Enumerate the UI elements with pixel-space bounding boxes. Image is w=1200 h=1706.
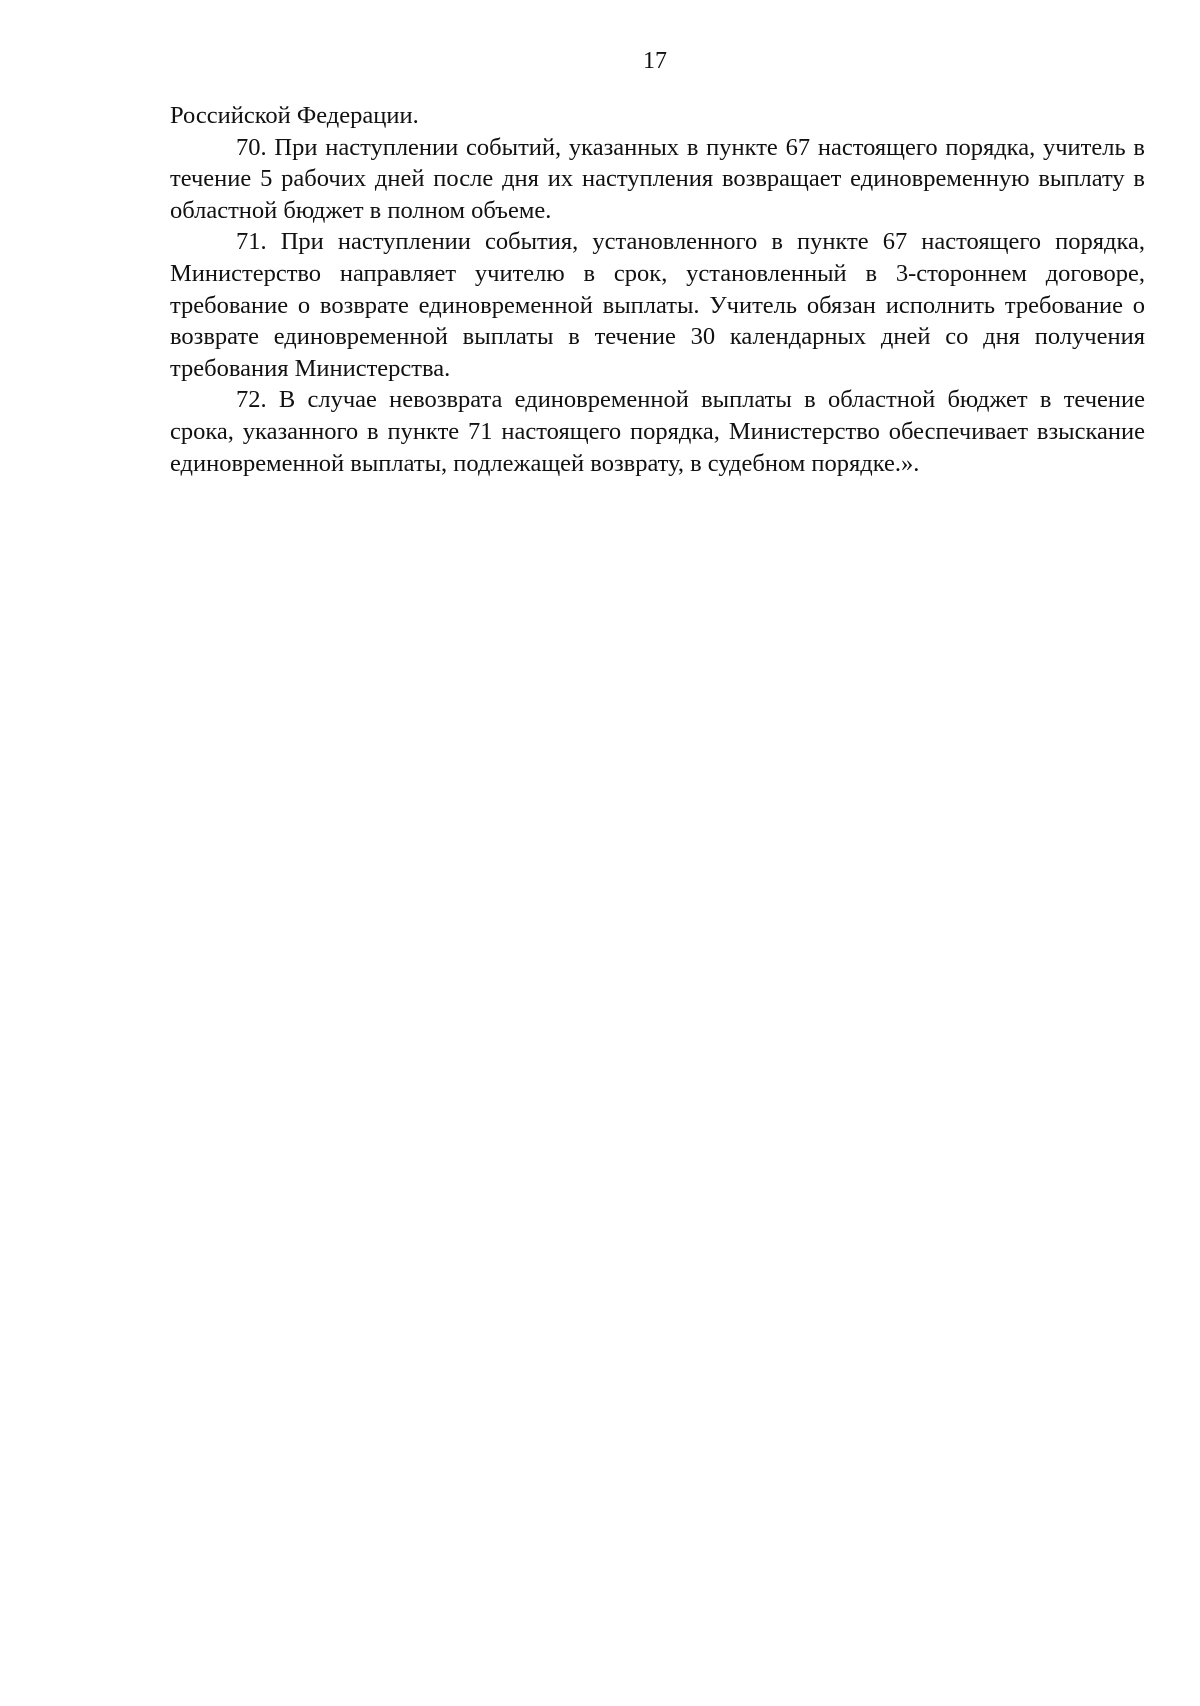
paragraph-71: 71. При наступлении события, установленного в пункте 67 настоящего порядка, Министерство направляет учителю в срок, установленный в 3-стороннем договоре, требование о возврате единовременной выплаты. Учитель обязан исполнить требование о возврате единовременной выплаты в течение 30 календарных дней со дня получения требования Министерства. — [170, 228, 1145, 382]
paragraph-72: 72. В случае невозврата единовременной выплаты в областной бюджет в течение срока, указанного в пункте 71 настоящего порядка, Министерство обеспечивает взыскание единовременной выплаты, подлежащей возврату, в судебном порядке.». — [170, 386, 1145, 477]
page-number: 17 — [643, 48, 667, 74]
document-body — [170, 100, 1145, 479]
paragraph-70: 70. При наступлении событий, указанных в пункте 67 настоящего порядка, учитель в течение 5 рабочих дней после дня их наступления возвращает единовременную выплату в областной бюджет в полном объеме. — [170, 133, 1145, 224]
paragraph-continuation: Российской Федерации. — [170, 102, 419, 129]
